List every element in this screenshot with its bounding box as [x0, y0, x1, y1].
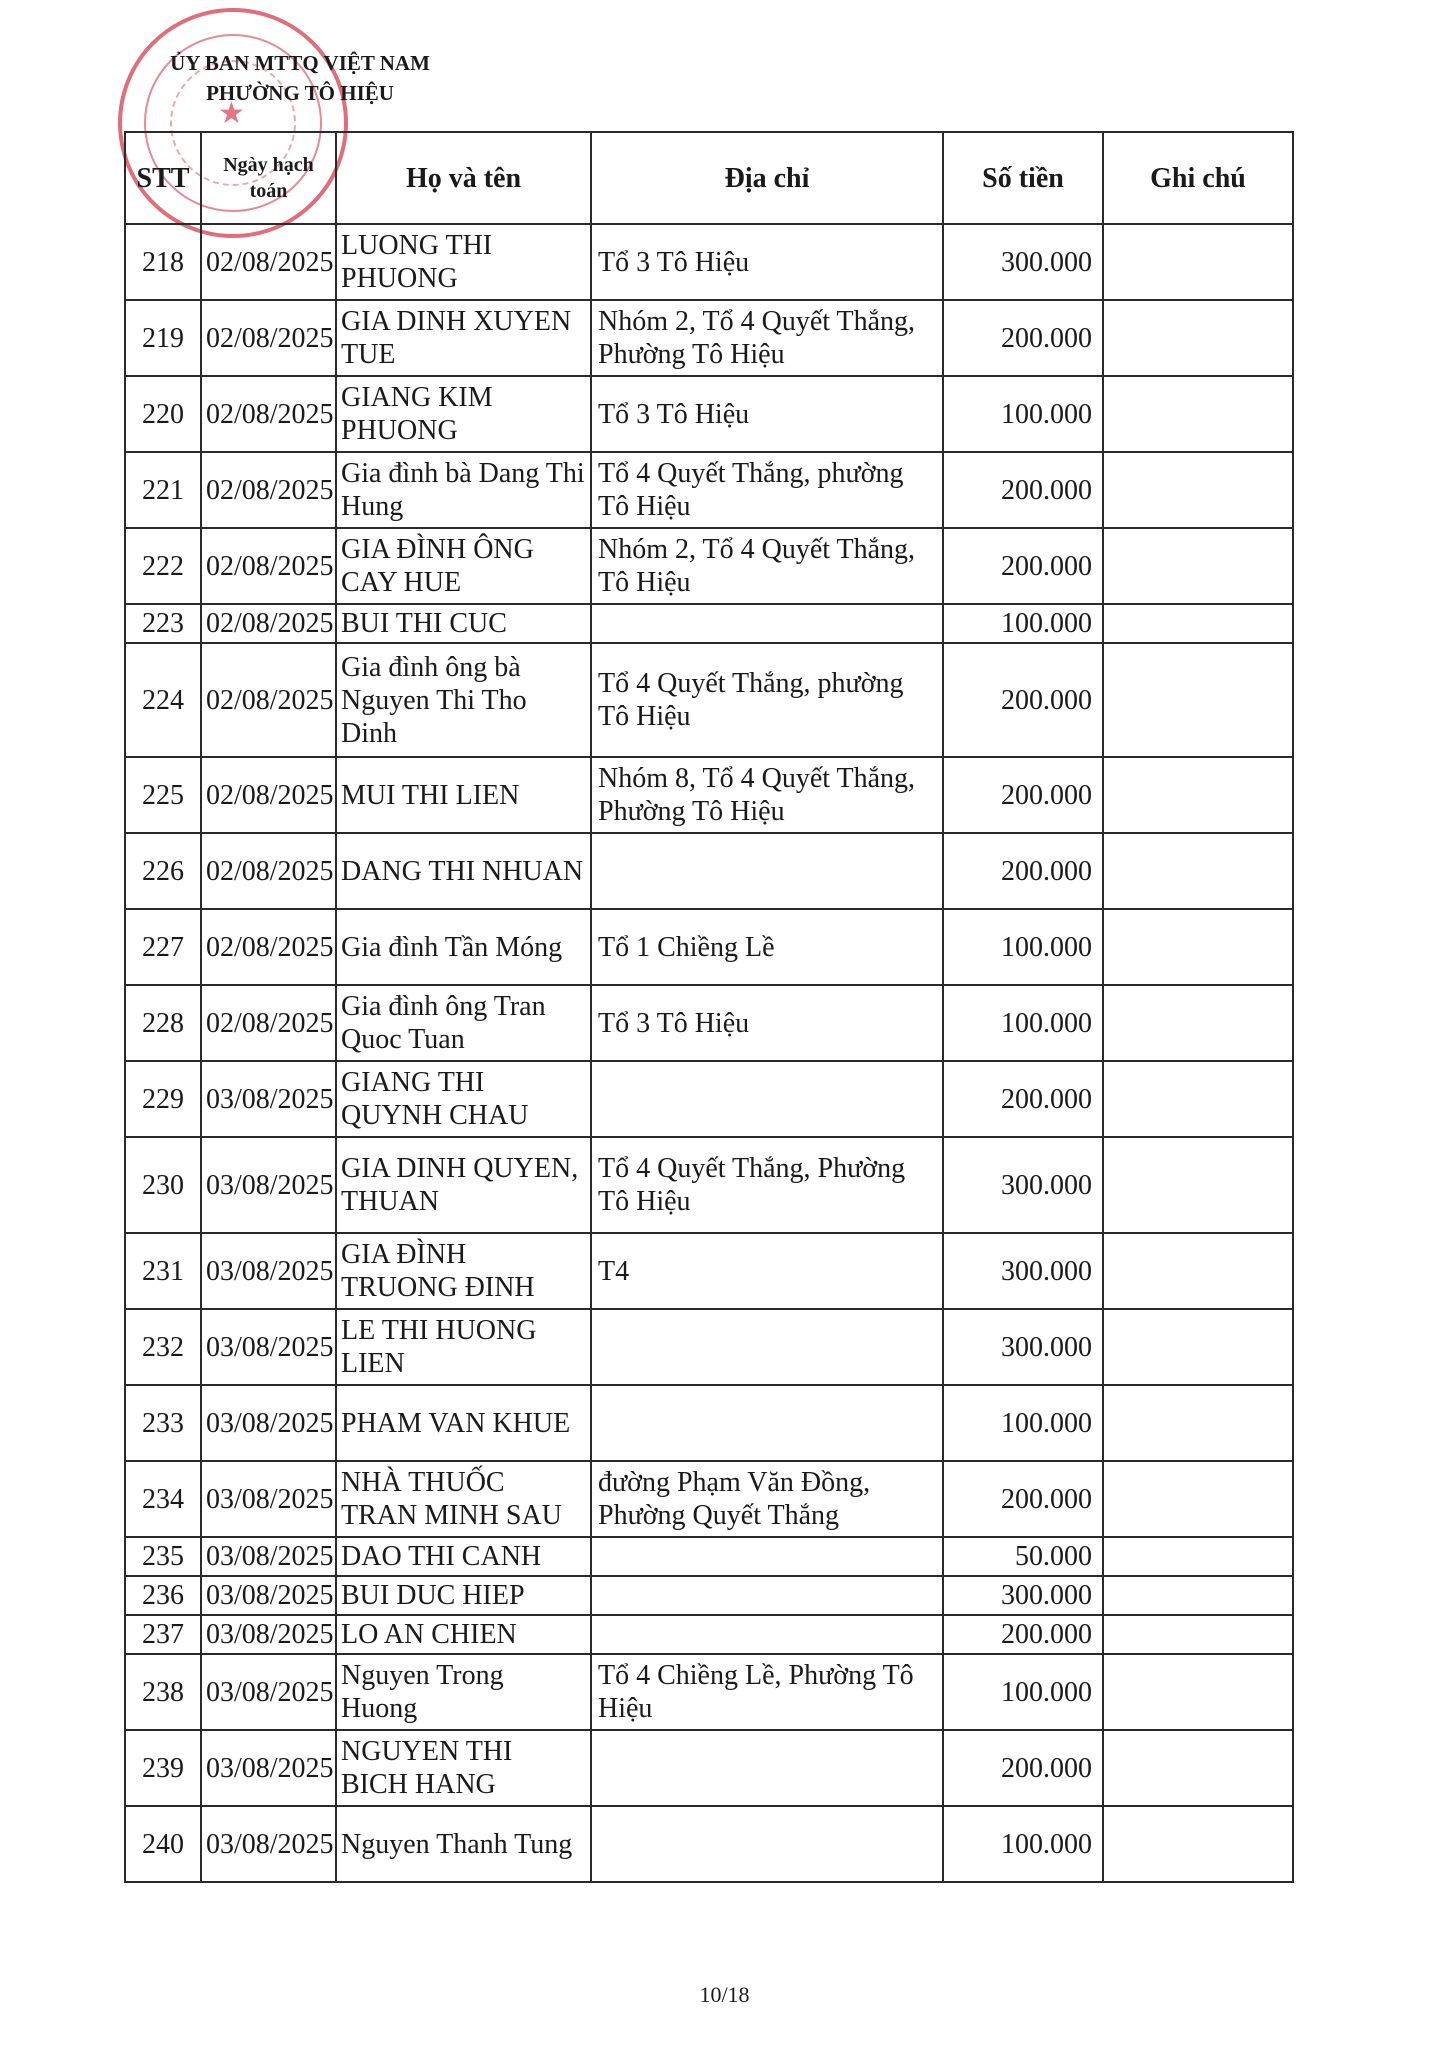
cell-stt: 230	[125, 1137, 201, 1233]
table-row	[125, 376, 1293, 452]
org-ward: PHƯỜNG TÔ HIỆU	[206, 81, 394, 105]
cell-stt: 226	[125, 833, 201, 909]
table-row	[125, 1576, 1293, 1615]
donation-table	[124, 131, 1294, 1883]
cell-name: Gia đình ông Tran Quoc Tuan	[336, 985, 591, 1061]
table-row	[125, 528, 1293, 604]
table-row	[125, 1385, 1293, 1461]
table-row	[125, 452, 1293, 528]
cell-amount: 200.000	[943, 300, 1103, 376]
cell-address: Tổ 3 Tô Hiệu	[591, 376, 943, 452]
cell-address: Tổ 4 Quyết Thắng, Phường Tô Hiệu	[591, 1137, 943, 1233]
cell-address	[591, 1537, 943, 1576]
cell-note	[1103, 1385, 1293, 1461]
cell-date: 02/08/2025	[201, 604, 336, 643]
cell-date: 02/08/2025	[201, 376, 336, 452]
cell-note	[1103, 1654, 1293, 1730]
cell-note	[1103, 1137, 1293, 1233]
table-header-row	[125, 132, 1293, 224]
column-header-address: Địa chỉ	[591, 132, 943, 224]
cell-date: 03/08/2025	[201, 1309, 336, 1385]
cell-address	[591, 1576, 943, 1615]
cell-date: 02/08/2025	[201, 909, 336, 985]
cell-address	[591, 1615, 943, 1654]
cell-address: Tổ 4 Chiềng Lề, Phường Tô Hiệu	[591, 1654, 943, 1730]
cell-amount: 200.000	[943, 643, 1103, 757]
table-row	[125, 1233, 1293, 1309]
cell-note	[1103, 757, 1293, 833]
cell-stt: 229	[125, 1061, 201, 1137]
cell-name: BUI DUC HIEP	[336, 1576, 591, 1615]
cell-note	[1103, 1730, 1293, 1806]
table-row	[125, 1537, 1293, 1576]
org-name: ỦY BAN MTTQ VIỆT NAM	[170, 51, 430, 75]
cell-note	[1103, 1615, 1293, 1654]
cell-address: Tổ 4 Quyết Thắng, phường Tô Hiệu	[591, 643, 943, 757]
cell-note	[1103, 1806, 1293, 1882]
cell-note	[1103, 224, 1293, 300]
cell-stt: 224	[125, 643, 201, 757]
cell-note	[1103, 1233, 1293, 1309]
cell-stt: 222	[125, 528, 201, 604]
cell-date: 03/08/2025	[201, 1385, 336, 1461]
cell-name: GIA DINH XUYEN TUE	[336, 300, 591, 376]
cell-address: Nhóm 2, Tổ 4 Quyết Thắng, Tô Hiệu	[591, 528, 943, 604]
cell-amount: 200.000	[943, 528, 1103, 604]
cell-name: LUONG THI PHUONG	[336, 224, 591, 300]
cell-date: 02/08/2025	[201, 224, 336, 300]
table-row	[125, 833, 1293, 909]
cell-name: GIANG THI QUYNH CHAU	[336, 1061, 591, 1137]
cell-name: DANG THI NHUAN	[336, 833, 591, 909]
cell-stt: 227	[125, 909, 201, 985]
cell-stt: 233	[125, 1385, 201, 1461]
cell-name: GIA ĐÌNH TRUONG ĐINH	[336, 1233, 591, 1309]
cell-note	[1103, 643, 1293, 757]
column-header-note: Ghi chú	[1103, 132, 1293, 224]
cell-name: NHÀ THUỐC TRAN MINH SAU	[336, 1461, 591, 1537]
cell-amount: 200.000	[943, 833, 1103, 909]
cell-address: Tổ 4 Quyết Thắng, phường Tô Hiệu	[591, 452, 943, 528]
cell-stt: 240	[125, 1806, 201, 1882]
cell-note	[1103, 909, 1293, 985]
cell-address	[591, 833, 943, 909]
cell-name: GIA DINH QUYEN, THUAN	[336, 1137, 591, 1233]
cell-note	[1103, 300, 1293, 376]
cell-address	[591, 1806, 943, 1882]
cell-date: 02/08/2025	[201, 985, 336, 1061]
table-row	[125, 1806, 1293, 1882]
cell-amount: 100.000	[943, 376, 1103, 452]
table-row	[125, 1137, 1293, 1233]
seal-star-icon: ★	[218, 97, 245, 130]
cell-date: 03/08/2025	[201, 1730, 336, 1806]
table-row	[125, 909, 1293, 985]
table-row	[125, 643, 1293, 757]
cell-note	[1103, 833, 1293, 909]
cell-address: đường Phạm Văn Đồng, Phường Quyết Thắng	[591, 1461, 943, 1537]
table-row	[125, 1461, 1293, 1537]
cell-amount: 300.000	[943, 1309, 1103, 1385]
cell-note	[1103, 528, 1293, 604]
cell-name: Gia đình ông bà Nguyen Thi Tho Dinh	[336, 643, 591, 757]
cell-stt: 238	[125, 1654, 201, 1730]
column-header-name: Họ và tên	[336, 132, 591, 224]
cell-stt: 231	[125, 1233, 201, 1309]
cell-amount: 200.000	[943, 757, 1103, 833]
cell-stt: 236	[125, 1576, 201, 1615]
cell-amount: 300.000	[943, 1576, 1103, 1615]
cell-amount: 100.000	[943, 1654, 1103, 1730]
cell-stt: 235	[125, 1537, 201, 1576]
cell-amount: 200.000	[943, 452, 1103, 528]
cell-note	[1103, 1309, 1293, 1385]
cell-amount: 300.000	[943, 224, 1103, 300]
cell-address: Tổ 1 Chiềng Lề	[591, 909, 943, 985]
cell-date: 02/08/2025	[201, 300, 336, 376]
cell-amount: 100.000	[943, 985, 1103, 1061]
table-row	[125, 985, 1293, 1061]
cell-stt: 221	[125, 452, 201, 528]
page-number: 10/18	[699, 1982, 750, 2007]
cell-stt: 225	[125, 757, 201, 833]
cell-note	[1103, 1576, 1293, 1615]
cell-address: Nhóm 2, Tổ 4 Quyết Thắng, Phường Tô Hiệu	[591, 300, 943, 376]
table-row	[125, 1654, 1293, 1730]
cell-date: 03/08/2025	[201, 1537, 336, 1576]
cell-date: 03/08/2025	[201, 1137, 336, 1233]
cell-name: LE THI HUONG LIEN	[336, 1309, 591, 1385]
cell-name: GIA ĐÌNH ÔNG CAY HUE	[336, 528, 591, 604]
cell-note	[1103, 452, 1293, 528]
cell-name: NGUYEN THI BICH HANG	[336, 1730, 591, 1806]
table-row	[125, 224, 1293, 300]
cell-date: 02/08/2025	[201, 833, 336, 909]
cell-stt: 234	[125, 1461, 201, 1537]
cell-amount: 100.000	[943, 1385, 1103, 1461]
cell-date: 02/08/2025	[201, 757, 336, 833]
cell-date: 03/08/2025	[201, 1233, 336, 1309]
cell-address: T4	[591, 1233, 943, 1309]
table-row	[125, 1615, 1293, 1654]
cell-note	[1103, 604, 1293, 643]
cell-note	[1103, 1061, 1293, 1137]
cell-date: 03/08/2025	[201, 1615, 336, 1654]
cell-stt: 220	[125, 376, 201, 452]
cell-amount: 200.000	[943, 1615, 1103, 1654]
cell-date: 03/08/2025	[201, 1654, 336, 1730]
cell-address: Nhóm 8, Tổ 4 Quyết Thắng, Phường Tô Hiệu	[591, 757, 943, 833]
cell-address	[591, 604, 943, 643]
cell-amount: 200.000	[943, 1061, 1103, 1137]
cell-date: 02/08/2025	[201, 643, 336, 757]
cell-date: 03/08/2025	[201, 1576, 336, 1615]
cell-date: 03/08/2025	[201, 1461, 336, 1537]
cell-stt: 228	[125, 985, 201, 1061]
cell-note	[1103, 985, 1293, 1061]
cell-note	[1103, 1537, 1293, 1576]
cell-note	[1103, 376, 1293, 452]
cell-amount: 300.000	[943, 1233, 1103, 1309]
cell-name: Gia đình Tần Móng	[336, 909, 591, 985]
column-header-amount: Số tiền	[943, 132, 1103, 224]
cell-address: Tổ 3 Tô Hiệu	[591, 985, 943, 1061]
cell-stt: 218	[125, 224, 201, 300]
cell-stt: 223	[125, 604, 201, 643]
table-row	[125, 1730, 1293, 1806]
cell-address	[591, 1309, 943, 1385]
cell-stt: 237	[125, 1615, 201, 1654]
table-row	[125, 1061, 1293, 1137]
cell-amount: 100.000	[943, 909, 1103, 985]
cell-name: LO AN CHIEN	[336, 1615, 591, 1654]
cell-name: Nguyen Thanh Tung	[336, 1806, 591, 1882]
organization-header	[140, 48, 460, 108]
cell-amount: 100.000	[943, 604, 1103, 643]
column-header-stt: STT	[125, 132, 201, 224]
cell-address: Tổ 3 Tô Hiệu	[591, 224, 943, 300]
cell-amount: 300.000	[943, 1137, 1103, 1233]
table-row	[125, 604, 1293, 643]
cell-name: Gia đình bà Dang Thi Hung	[336, 452, 591, 528]
cell-address	[591, 1730, 943, 1806]
cell-amount: 200.000	[943, 1730, 1103, 1806]
cell-amount: 200.000	[943, 1461, 1103, 1537]
cell-amount: 100.000	[943, 1806, 1103, 1882]
cell-name: MUI THI LIEN	[336, 757, 591, 833]
column-header-date: Ngày hạch toán	[201, 132, 336, 224]
cell-date: 03/08/2025	[201, 1061, 336, 1137]
cell-name: PHAM VAN KHUE	[336, 1385, 591, 1461]
cell-stt: 239	[125, 1730, 201, 1806]
cell-address	[591, 1061, 943, 1137]
cell-name: BUI THI CUC	[336, 604, 591, 643]
cell-stt: 232	[125, 1309, 201, 1385]
table-row	[125, 757, 1293, 833]
cell-name: GIANG KIM PHUONG	[336, 376, 591, 452]
cell-address	[591, 1385, 943, 1461]
table-row	[125, 1309, 1293, 1385]
table-body	[125, 224, 1293, 1882]
cell-name: DAO THI CANH	[336, 1537, 591, 1576]
cell-note	[1103, 1461, 1293, 1537]
cell-stt: 219	[125, 300, 201, 376]
cell-date: 02/08/2025	[201, 528, 336, 604]
cell-date: 03/08/2025	[201, 1806, 336, 1882]
table-row	[125, 300, 1293, 376]
cell-date: 02/08/2025	[201, 452, 336, 528]
cell-name: Nguyen Trong Huong	[336, 1654, 591, 1730]
cell-amount: 50.000	[943, 1537, 1103, 1576]
